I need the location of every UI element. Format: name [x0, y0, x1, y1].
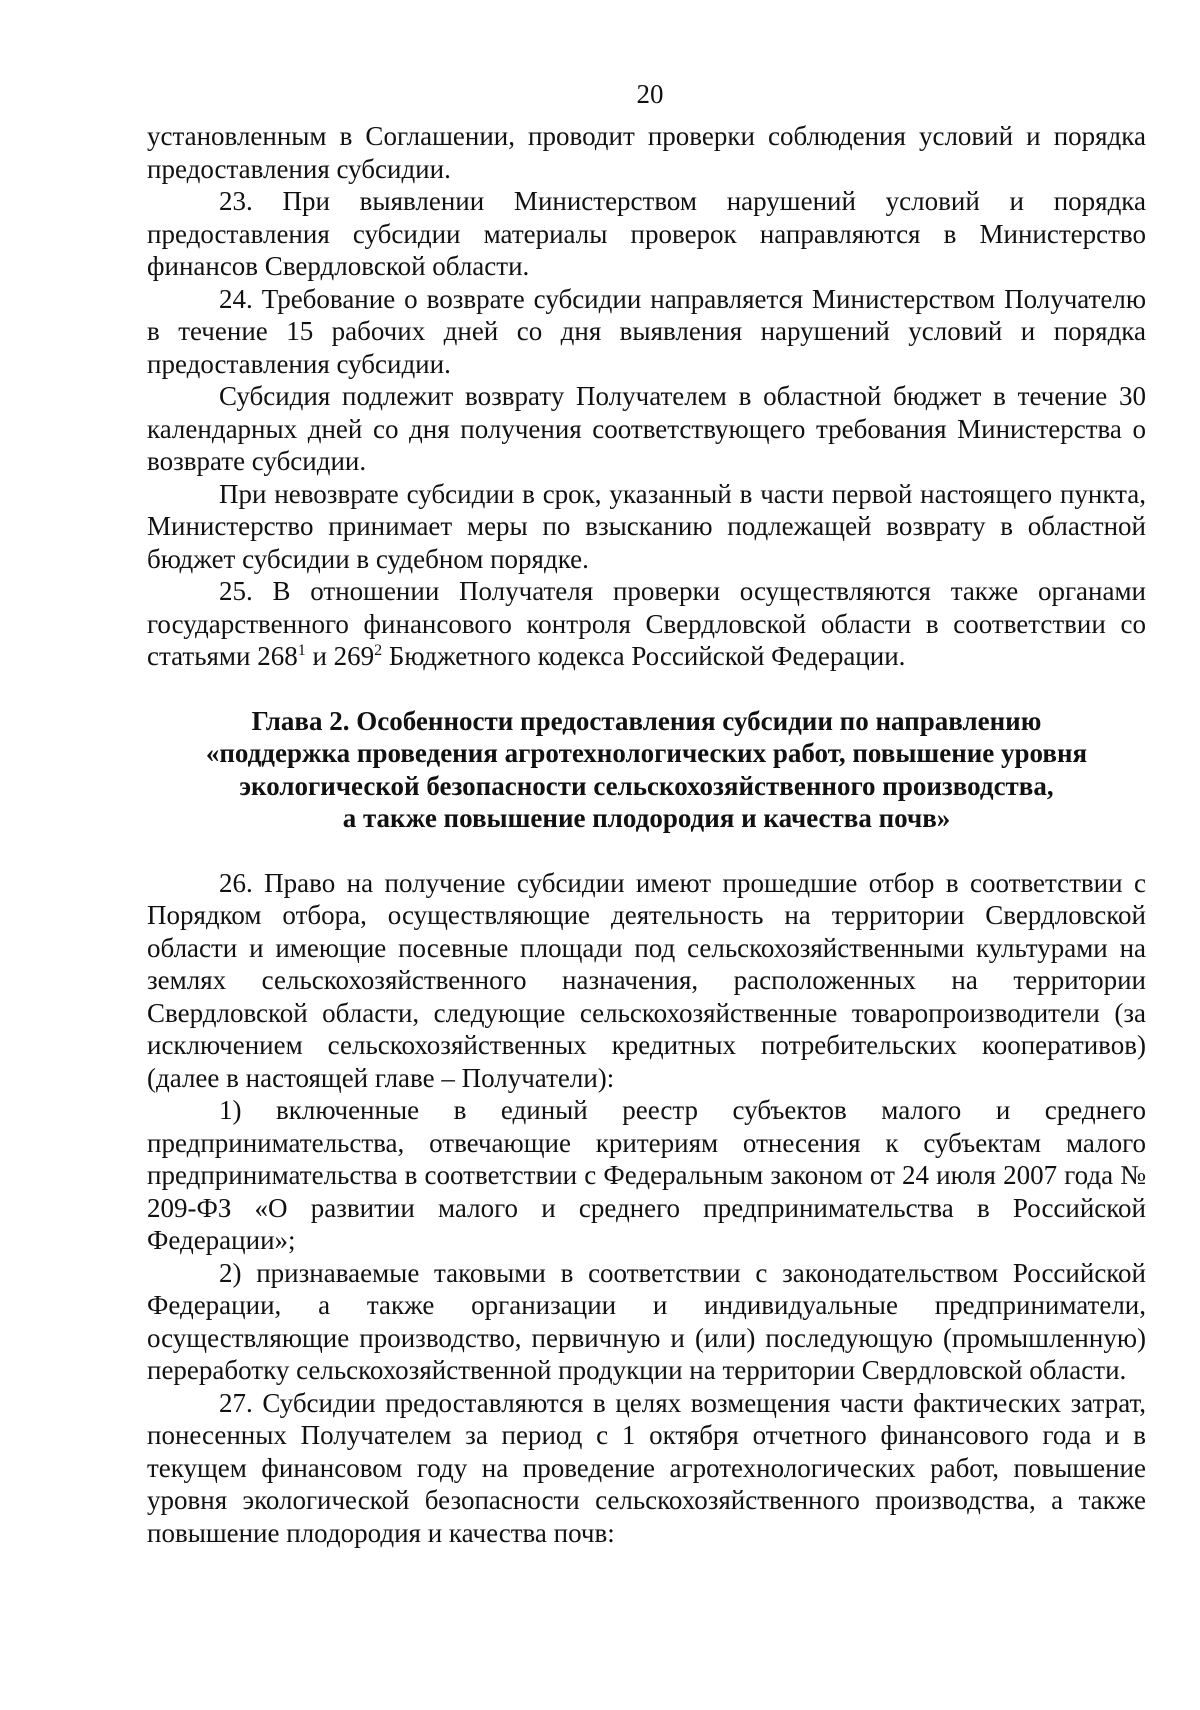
paragraph-25 [147, 575, 1146, 673]
paragraph-25-start: 25. В отношении Получателя проверки осуществляются также органами государственного финансового контроля Свердловской области в соответствии со статьями 268 [147, 576, 1146, 671]
paragraph-26-item-2: 2) признаваемые таковыми в соответствии с законодательством Российской Федерации, а также организации и индивидуальные предприниматели, осуществляющие производство, первичную и (или) последующую (промышленную) переработку сельскохозяйственной продукции на территории Свердловской области. [147, 1257, 1146, 1385]
chapter-heading-line: «поддержка проведения агротехнологических работ, повышение уровня [205, 738, 1088, 768]
paragraph-26: 26. Право на получение субсидии имеют прошедшие отбор в соответствии с Порядком отбора, осуществляющие деятельность на территории Свердловской области и имеющие посевные площади под сельскохозяйственными культурами на землях сельскохозяйственного назначения, расположенных на территории Свердловской области, следующие сельскохозяйственные товаропроизводители (за исключением сельскохозяйственных кредитных потребительских кооперативов) (далее в настоящей главе – Получатели): [147, 867, 1146, 1093]
document-body [147, 120, 1146, 1549]
paragraph-24-nonrefund: При невозврате субсидии в срок, указанный в части первой настоящего пункта, Министерство принимает меры по взысканию подлежащей возврату в областной бюджет субсидии в судебном порядке. [147, 478, 1146, 574]
paragraph-continuation: установленным в Соглашении, проводит проверки соблюдения условий и порядка предоставления субсидии. [147, 121, 1146, 184]
chapter-heading-line: а также повышение плодородия и качества почв» [342, 803, 951, 833]
paragraph-25-mid: и 269 [305, 641, 375, 671]
superscript-2: 2 [374, 642, 383, 659]
paragraph-23: 23. При выявлении Министерством нарушений условий и порядка предоставления субсидии материалы проверок направляются в Министерство финансов Свердловской области. [147, 186, 1146, 281]
paragraph-25-end: Бюджетного кодекса Российской Федерации. [382, 641, 906, 671]
chapter-heading-line: Глава 2. Особенности предоставления субсидии по направлению [251, 705, 1042, 736]
chapter-heading [147, 705, 1146, 835]
paragraph-24-refund: Субсидия подлежит возврату Получателем в областной бюджет в течение 30 календарных дней со дня получения соответствующего требования Министерства о возврате субсидии. [147, 381, 1146, 476]
paragraph-26-item-1: 1) включенные в единый реестр субъектов малого и среднего предпринимательства, отвечающие критериям отнесения к субъектам малого предпринимательства в соответствии с Федеральным законом от 24 июля 2007 года № 209-ФЗ «О развитии малого и среднего предпринимательства в Российской Федерации»; [147, 1095, 1146, 1255]
paragraph-24: 24. Требование о возврате субсидии направляется Министерством Получателю в течение 15 рабочих дней со дня выявления нарушений условий и порядка предоставления субсидии. [147, 283, 1146, 379]
paragraph-27: 27. Субсидии предоставляются в целях возмещения части фактических затрат, понесенных Получателем за период с 1 октября отчетного финансового года и в текущем финансовом году на проведение агротехнологических работ, повышение уровня экологической безопасности сельскохозяйственного производства, а также повышение плодородия и качества почв: [147, 1387, 1146, 1548]
superscript-1: 1 [297, 642, 306, 659]
page-number: 20 [636, 79, 664, 109]
chapter-heading-line: экологической безопасности сельскохозяйственного производства, [239, 770, 1054, 801]
